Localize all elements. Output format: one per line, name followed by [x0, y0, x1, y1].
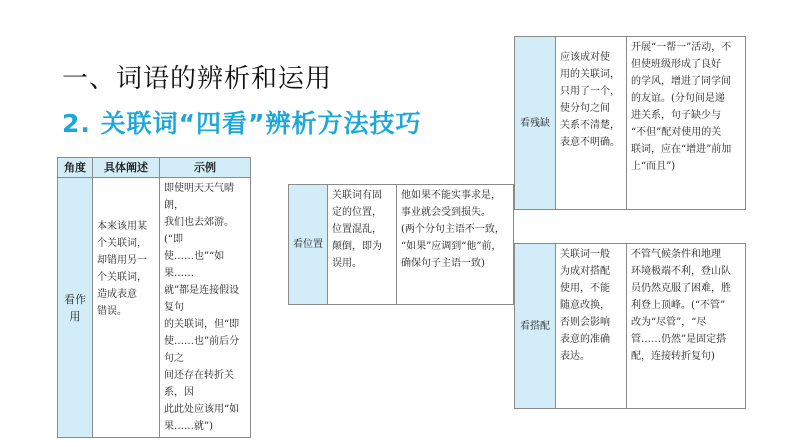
table-missing — [514, 36, 746, 210]
page-subtitle: 2. 关联词“四看”辨析方法技巧 — [62, 109, 422, 138]
angle-cell: 看残缺 — [515, 37, 556, 210]
table-position — [288, 184, 514, 305]
example-cell: 不管气候条件和地理 环境极端不利，登山队 员仍然克服了困难，胜 利登上顶峰。(“不管” 改为“尽管”，“尽 管……仍然”是固定搭 配，连接转折复句) — [627, 244, 746, 409]
header-desc: 具体阐述 — [93, 158, 160, 178]
table-row — [515, 244, 746, 409]
example-cell: 开展“一帮一”活动，不 但使班级形成了良好 的学风，增进了同学间 的友谊。(分句间是递 进关系，句子缺少与 “不但”配对使用的关 联词，应在“增进”前加 上“而且”) — [627, 37, 746, 210]
table-pairing — [514, 243, 746, 409]
desc-cell: 关联词一般 为成对搭配 使用，不能 随意改换， 否则会影响 表意的准确 表达。 — [556, 244, 627, 409]
page-title: 一、词语的辨析和运用 — [62, 64, 333, 94]
desc-cell: 应该成对使 用的关联词， 只用了一个， 使分句之间 关系不清楚， 表意不明确。 — [556, 37, 627, 210]
desc-cell: 关联词有固 定的位置， 位置混乱， 颠倒，即为 误用。 — [328, 185, 397, 305]
example-cell: 他如果不能实事求是， 事业就会受到损失。 (两个分句主语不一致， “如果”应调到“他”前， 确保句子主语一致) — [397, 185, 514, 305]
header-example: 示例 — [160, 158, 251, 178]
angle-cell: 看位置 — [289, 185, 328, 305]
header-angle: 角度 — [58, 158, 93, 178]
table-row — [289, 185, 514, 305]
desc-cell: 本来该用某 个关联词， 却错用另一 个关联词， 造成表意 错误。 — [93, 178, 160, 438]
angle-cell: 看作用 — [58, 178, 93, 438]
table-function — [57, 157, 251, 438]
table-row — [58, 178, 251, 438]
example-cell: 即使明天天气晴朗， 我们也去郊游。(“即 使……也”“如果…… 就”都是连接假设复句 的关联词，但“即 使……也”前后分句之 间还存在转折关系，因 此此处应该用“如 果……就”) — [160, 178, 251, 438]
table-row — [515, 37, 746, 210]
table-header-row — [58, 158, 251, 178]
angle-cell: 看搭配 — [515, 244, 556, 409]
